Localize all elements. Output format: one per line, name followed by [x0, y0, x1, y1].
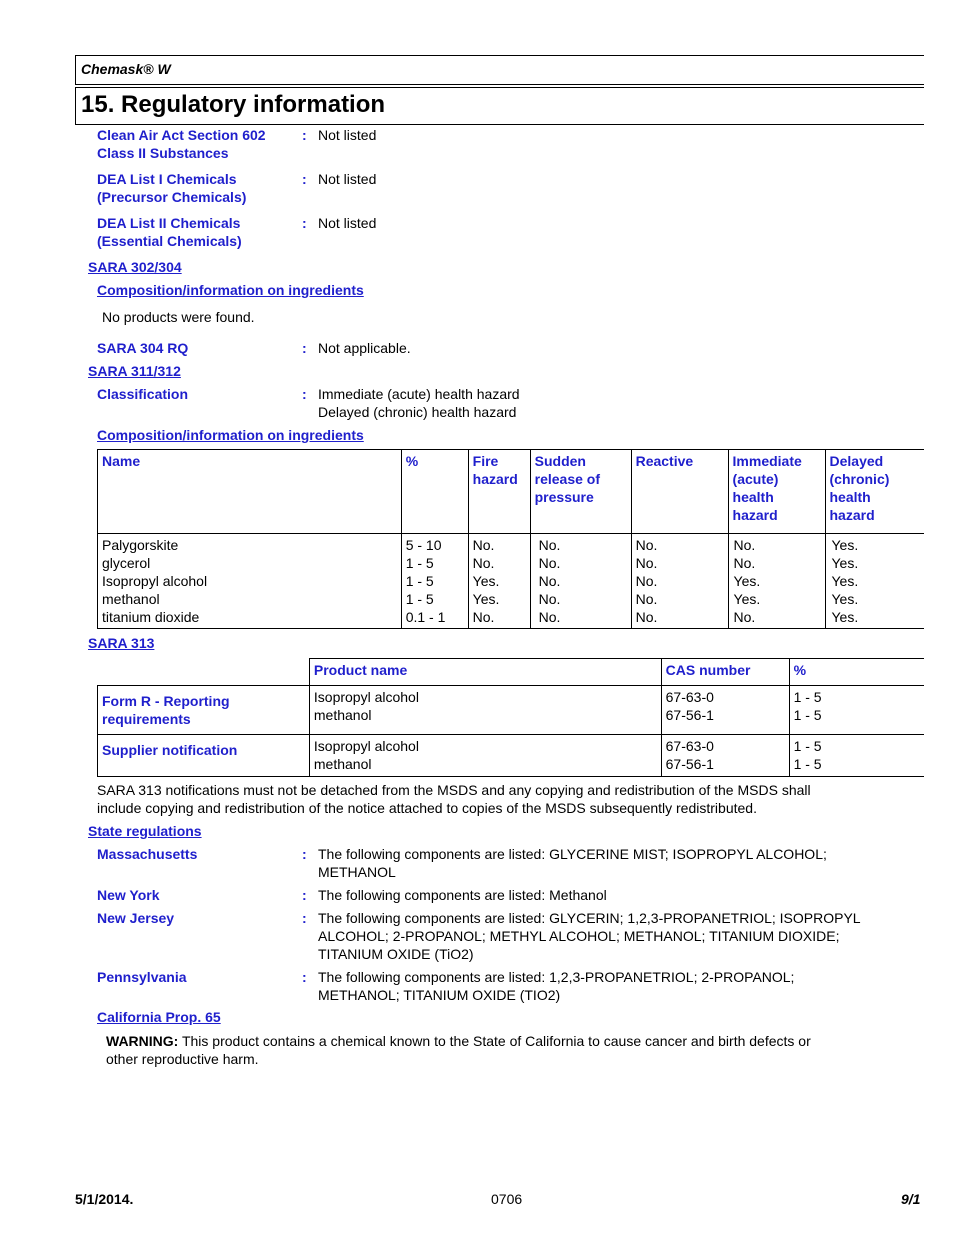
- dea-list-2-label-line2: (Essential Chemicals): [97, 233, 242, 249]
- sara-313-table: [97, 658, 924, 777]
- value-line: The following components are listed: GLYCERIN; 1,2,3-PROPANETRIOL; ISOPROPYL: [318, 910, 861, 926]
- col-header-cas: CAS number: [661, 659, 789, 686]
- cell-sudden: [530, 534, 631, 629]
- colon: :: [302, 969, 307, 985]
- header-text: Sudden: [534, 453, 586, 469]
- classification-values: [318, 385, 520, 421]
- header-text: pressure: [534, 489, 594, 505]
- cas-number: 67-63-0: [665, 689, 714, 705]
- percent-value: 1 - 5: [793, 689, 822, 705]
- sudden-value: No.: [538, 555, 561, 571]
- header-text: Delayed: [829, 453, 884, 469]
- pennsylvania-label: Pennsylvania: [97, 969, 187, 985]
- pennsylvania-value: [318, 968, 794, 1004]
- colon: :: [302, 887, 307, 903]
- delayed-value: Yes.: [831, 573, 859, 589]
- new-jersey-label: New Jersey: [97, 910, 175, 926]
- delayed-value: Yes.: [831, 555, 859, 571]
- reactive-value: No.: [635, 609, 658, 625]
- form-r-label: [98, 686, 310, 735]
- immediate-value: No.: [733, 537, 756, 553]
- cell-delayed: [825, 534, 924, 629]
- col-header-delayed: [825, 450, 924, 534]
- delayed-value: Yes.: [831, 591, 859, 607]
- new-jersey-value: [318, 909, 861, 963]
- cas-number: 67-63-0: [665, 738, 714, 754]
- sara-302-subheading: Composition/information on ingredients: [97, 282, 364, 298]
- colon: :: [302, 340, 307, 356]
- colon: :: [302, 215, 307, 231]
- classification-value: Delayed (chronic) health hazard: [318, 404, 517, 420]
- header-text: Immediate: [732, 453, 802, 469]
- sara-311-table: [97, 449, 924, 629]
- sara-311-subheading: Composition/information on ingredients: [97, 427, 364, 443]
- cell-immediate: [728, 534, 825, 629]
- supplier-notification-label: Supplier notification: [98, 735, 310, 777]
- label-text: requirements: [102, 711, 191, 727]
- sara-302-heading: SARA 302/304: [88, 259, 182, 275]
- cas-number: 67-56-1: [665, 756, 714, 772]
- classification-value: Immediate (acute) health hazard: [318, 386, 520, 402]
- note-line: SARA 313 notifications must not be detached from the MSDS and any copying and redistribution of the MSDS shall: [97, 782, 811, 798]
- header-text: hazard: [829, 507, 875, 523]
- supplier-products: [309, 735, 661, 777]
- col-header-reactive: Reactive: [631, 450, 728, 534]
- immediate-value: Yes.: [733, 591, 761, 607]
- label-text: Form R - Reporting: [102, 693, 230, 709]
- ingredient-name: Palygorskite: [102, 537, 179, 553]
- massachusetts-value: [318, 845, 827, 881]
- sara-311-heading: SARA 311/312: [88, 363, 181, 379]
- fire-value: No.: [472, 537, 495, 553]
- ingredient-percent: 1 - 5: [405, 591, 434, 607]
- reactive-value: No.: [635, 591, 658, 607]
- table-row: [98, 735, 925, 777]
- header-text: health: [829, 489, 871, 505]
- value-line: The following components are listed: GLYCERINE MIST; ISOPROPYL ALCOHOL;: [318, 846, 827, 862]
- sara-313-heading: SARA 313: [88, 635, 155, 651]
- fire-value: Yes.: [472, 591, 500, 607]
- product-name-cell: methanol: [313, 707, 372, 723]
- col-header-percent: %: [401, 450, 468, 534]
- form-r-percent: [789, 686, 924, 735]
- header-text: hazard: [732, 507, 778, 523]
- new-york-value: [318, 886, 607, 904]
- reactive-value: No.: [635, 573, 658, 589]
- document-header: [75, 55, 924, 85]
- sara-304-rq-value: Not applicable.: [318, 340, 411, 356]
- no-products-message: No products were found.: [102, 309, 255, 325]
- colon: :: [302, 386, 307, 402]
- value-line: The following components are listed: Methanol: [318, 887, 607, 903]
- col-header-sudden-release: [530, 450, 631, 534]
- col-header-product: Product name: [309, 659, 661, 686]
- ingredient-percent: 0.1 - 1: [405, 609, 446, 625]
- warning-label: WARNING:: [106, 1033, 179, 1049]
- dea-list-2-value: Not listed: [318, 215, 377, 231]
- cell-reactive: [631, 534, 728, 629]
- percent-value: 1 - 5: [793, 738, 822, 754]
- ingredient-percent: 1 - 5: [405, 573, 434, 589]
- ingredient-name: titanium dioxide: [102, 609, 200, 625]
- footer-page-number: 9/1: [901, 1191, 921, 1207]
- table-row: [98, 686, 925, 735]
- percent-value: 1 - 5: [793, 756, 822, 772]
- clean-air-label-line2: Class II Substances: [97, 145, 229, 161]
- sudden-value: No.: [538, 537, 561, 553]
- header-text: (chronic): [829, 471, 890, 487]
- form-r-cas: [661, 686, 789, 735]
- note-line: include copying and redistribution of the notice attached to copies of the MSDS subsequently redistributed.: [97, 800, 757, 816]
- colon: :: [302, 127, 307, 143]
- california-warning: [106, 1032, 811, 1068]
- fire-value: No.: [472, 555, 495, 571]
- warning-text: This product contains a chemical known to the State of California to cause cancer and birth defects or: [178, 1033, 811, 1049]
- ingredient-name: Isopropyl alcohol: [102, 573, 208, 589]
- classification-label: Classification: [97, 386, 189, 402]
- empty-header-cell: [98, 659, 310, 686]
- clean-air-label-line1: Clean Air Act Section 602: [97, 127, 266, 143]
- state-regulations-heading: State regulations: [88, 823, 202, 839]
- delayed-value: Yes.: [831, 609, 859, 625]
- immediate-value: Yes.: [733, 573, 761, 589]
- section-header: [75, 87, 924, 125]
- value-line: ALCOHOL; 2-PROPANOL; METHYL ALCOHOL; METHANOL; TITANIUM DIOXIDE;: [318, 928, 840, 944]
- cell-percents: [401, 534, 468, 629]
- immediate-value: No.: [733, 609, 756, 625]
- table-header-row: [98, 659, 925, 686]
- header-text: Fire: [472, 453, 499, 469]
- col-header-name: Name: [98, 450, 402, 534]
- dea-list-2-label: [97, 214, 242, 250]
- clean-air-value: Not listed: [318, 127, 377, 143]
- dea-list-2-label-line1: DEA List II Chemicals: [97, 215, 241, 231]
- dea-list-1-value: Not listed: [318, 171, 377, 187]
- header-text: (acute): [732, 471, 779, 487]
- warning-line: other reproductive harm.: [106, 1051, 259, 1067]
- percent-value: 1 - 5: [793, 707, 822, 723]
- product-name-cell: Isopropyl alcohol: [313, 738, 419, 754]
- supplier-percent: [789, 735, 924, 777]
- delayed-value: Yes.: [831, 537, 859, 553]
- dea-list-1-label-line1: DEA List I Chemicals: [97, 171, 237, 187]
- product-name: Chemask® W: [81, 61, 171, 77]
- reactive-value: No.: [635, 555, 658, 571]
- fire-value: No.: [472, 609, 495, 625]
- footer-date: 5/1/2014.: [75, 1191, 134, 1207]
- cas-number: 67-56-1: [665, 707, 714, 723]
- dea-list-1-label: [97, 170, 246, 206]
- form-r-products: [309, 686, 661, 735]
- header-text: release of: [534, 471, 600, 487]
- sudden-value: No.: [538, 591, 561, 607]
- ingredient-percent: 1 - 5: [405, 555, 434, 571]
- product-name-cell: methanol: [313, 756, 372, 772]
- ingredient-percent: 5 - 10: [405, 537, 442, 553]
- sudden-value: No.: [538, 573, 561, 589]
- product-name-cell: Isopropyl alcohol: [313, 689, 419, 705]
- colon: :: [302, 171, 307, 187]
- supplier-cas: [661, 735, 789, 777]
- dea-list-1-label-line2: (Precursor Chemicals): [97, 189, 247, 205]
- colon: :: [302, 846, 307, 862]
- value-line: METHANOL; TITANIUM OXIDE (TIO2): [318, 987, 561, 1003]
- new-york-label: New York: [97, 887, 160, 903]
- ingredient-name: methanol: [102, 591, 160, 607]
- clean-air-label: [97, 126, 266, 162]
- cell-names: [98, 534, 402, 629]
- massachusetts-label: Massachusetts: [97, 846, 198, 862]
- ingredient-name: glycerol: [102, 555, 151, 571]
- sudden-value: No.: [538, 609, 561, 625]
- section-title: 15. Regulatory information: [81, 91, 386, 118]
- reactive-value: No.: [635, 537, 658, 553]
- immediate-value: No.: [733, 555, 756, 571]
- sara-304-rq-label: SARA 304 RQ: [97, 340, 189, 356]
- header-text: hazard: [472, 471, 518, 487]
- warning-line: [106, 1032, 811, 1050]
- col-header-percent: %: [789, 659, 924, 686]
- table-header-row: [98, 450, 925, 534]
- california-heading: California Prop. 65: [97, 1009, 221, 1025]
- col-header-fire-hazard: [468, 450, 530, 534]
- col-header-immediate: [728, 450, 825, 534]
- cell-fire: [468, 534, 530, 629]
- fire-value: Yes.: [472, 573, 500, 589]
- sara-313-note: [97, 781, 811, 817]
- colon: :: [302, 910, 307, 926]
- table-body-row: [98, 534, 925, 629]
- value-line: The following components are listed: 1,2,3-PROPANETRIOL; 2-PROPANOL;: [318, 969, 795, 985]
- footer-code: 0706: [491, 1191, 523, 1207]
- header-text: health: [732, 489, 774, 505]
- value-line: TITANIUM OXIDE (TiO2): [318, 946, 474, 962]
- value-line: METHANOL: [318, 864, 396, 880]
